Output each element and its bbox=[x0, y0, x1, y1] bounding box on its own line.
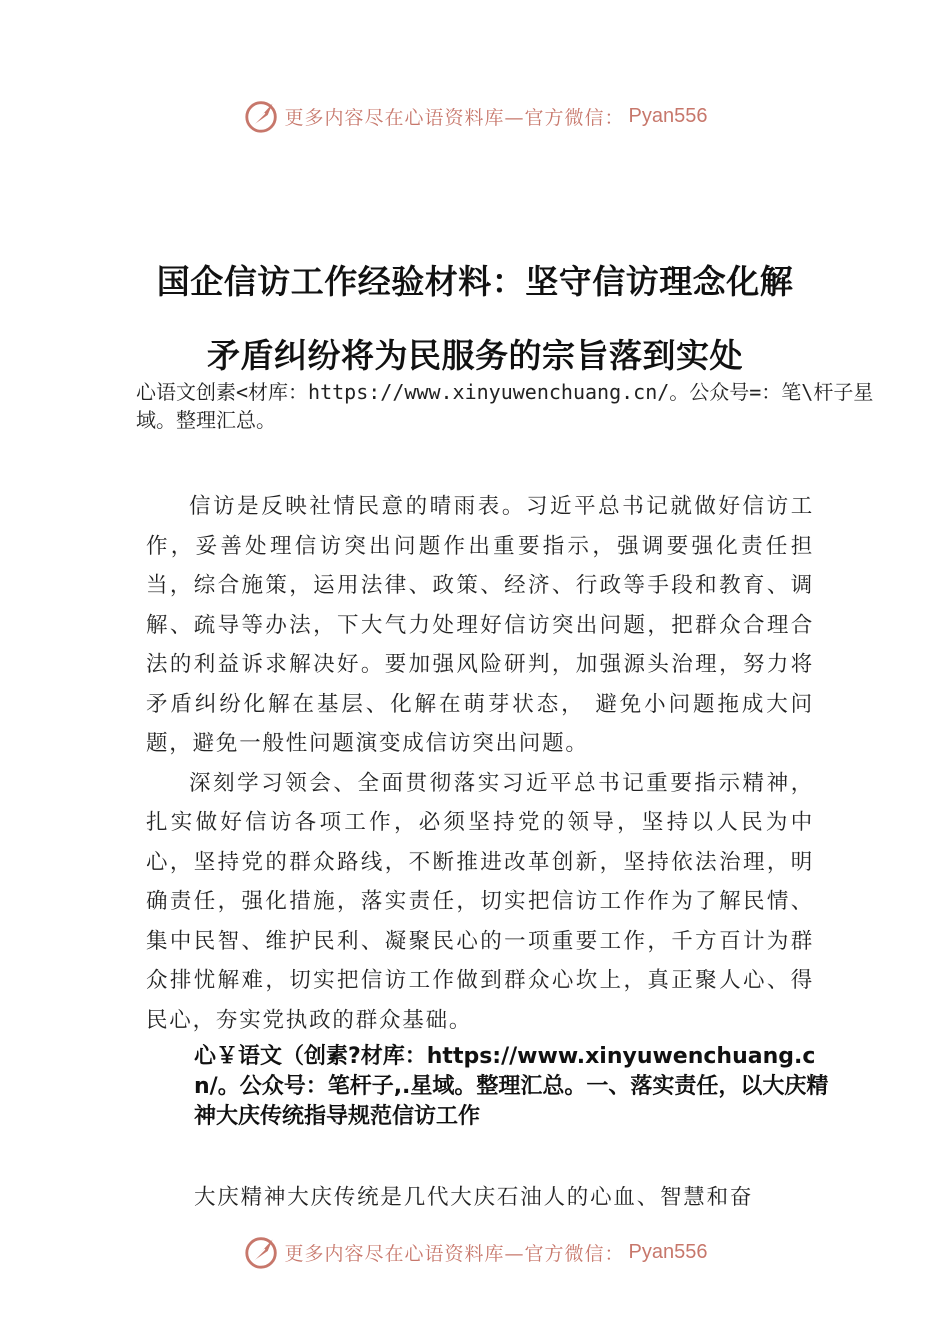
banner-text: 更多内容尽在心语资料库—官方微信： bbox=[284, 106, 625, 129]
banner-wechat-id: Pyan556 bbox=[628, 1240, 708, 1263]
document-title-line-2: 矛盾纠纷将为民服务的宗旨落到实处 bbox=[207, 336, 743, 375]
paragraph-1: 信访是反映社情民意的晴雨表。习近平总书记就做好信访工作，妥善处理信访突出问题作出重要指示，强调要强化责任担当，综合施策，运用法律、政策、经济、行政等手段和教育、调解、疏导等办法，下大气力处理好信访突出问题，把群众合理合法的利益诉求解决好。要加强风险研判，加强源头治理，努力将矛盾纠纷化解在基层、化解在萌芽状态， 避免小问题拖成大问题，避免一般性问题演变成信访突出问题。 bbox=[146, 494, 814, 756]
paragraph-3-first-line: 大庆精神大庆传统是几代大庆石油人的心血、智慧和奋 bbox=[194, 1185, 754, 1210]
header-watermark-banner bbox=[0, 96, 950, 136]
quill-pen-logo-icon bbox=[243, 1233, 281, 1271]
banner-wechat-id: Pyan556 bbox=[628, 104, 708, 127]
source-note: 心语文创素<材库：https://www.xinyuwenchuang.cn/。公众号=：笔\杆子星域。整理汇总。 bbox=[136, 380, 874, 432]
document-title-line-1: 国企信访工作经验材料：坚守信访理念化解 bbox=[156, 262, 794, 301]
footer-watermark-banner bbox=[0, 1232, 950, 1272]
body-text bbox=[146, 487, 814, 1040]
paragraph-2: 深刻学习领会、全面贯彻落实习近平总书记重要指示精神，扎实做好信访各项工作，必须坚持党的领导，坚持以人民为中心，坚持党的群众路线，不断推进改革创新，坚持依法治理，明确责任，强化措施，落实责任，切实把信访工作作为了解民情、集中民智、维护民利、凝聚民心的一项重要工作，千方百计为群众排忧解难，切实把信访工作做到群众心坎上，真正聚人心、得民心，夯实党执政的群众基础。 bbox=[146, 770, 814, 1033]
section-heading: 心￥语文（创素?材库：https://www.xinyuwenchuang.cn/。公众号：笔杆子,.星域。整理汇总。一、落实责任，以大庆精神大庆传统指导规范信访工作 bbox=[194, 1044, 829, 1129]
banner-text: 更多内容尽在心语资料库—官方微信： bbox=[284, 1242, 625, 1265]
quill-pen-logo-icon bbox=[243, 97, 281, 135]
